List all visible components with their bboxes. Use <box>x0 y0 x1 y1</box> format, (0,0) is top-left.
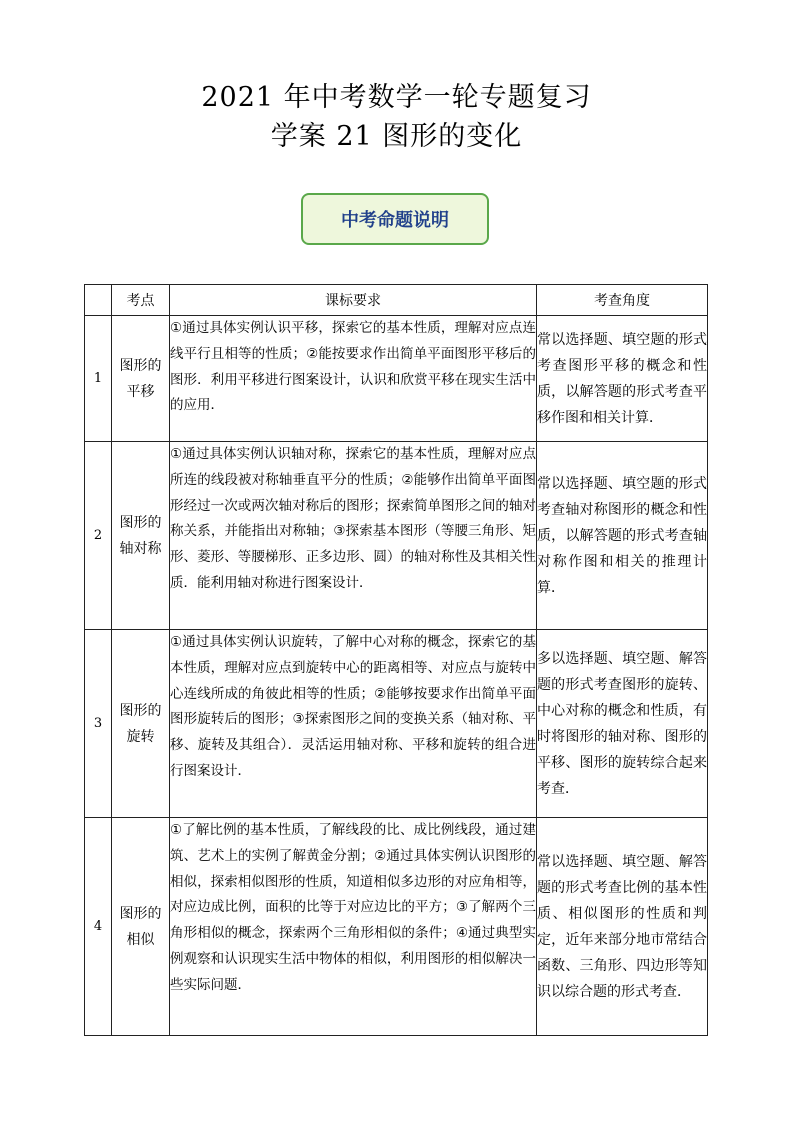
row-requirement: ①通过具体实例认识旋转，了解中心对称的概念，探索它的基本性质，理解对应点到旋转中心的距离相等、对应点与旋转中心连线所成的角彼此相等的性质；②能够按要求作出简单平面图形旋转后的图形；③探索图形之间的变换关系（轴对称、平移、旋转及其组合）．灵活运用轴对称、平移和旋转的组合进行图案设计． <box>170 630 537 818</box>
section-badge: 中考命题说明 <box>301 193 489 245</box>
row-topic <box>112 818 170 1036</box>
row-angle: 多以选择题、填空题、解答题的形式考查图形的旋转、中心对称的概念和性质，有时将图形的轴对称、图形的平移、图形的旋转综合起来考查． <box>537 630 708 818</box>
table-row <box>85 442 708 630</box>
row-topic <box>112 442 170 630</box>
exam-table <box>84 284 708 1036</box>
row-topic <box>112 630 170 818</box>
row-requirement: ①通过具体实例认识轴对称，探索它的基本性质，理解对应点所连的线段被对称轴垂直平分的性质；②能够作出简单平面图形经过一次或两次轴对称后的图形；探索简单图形之间的轴对称关系，并能指出对称轴；③探索基本图形（等腰三角形、矩形、菱形、等腰梯形、正多边形、圆）的轴对称性及其相关性质．能利用轴对称进行图案设计． <box>170 442 537 630</box>
row-requirement: ①了解比例的基本性质，了解线段的比、成比例线段，通过建筑、艺术上的实例了解黄金分割；②通过具体实例认识图形的相似，探索相似图形的性质，知道相似多边形的对应角相等，对应边成比例，面积的比等于对应边比的平方；③了解两个三角形相似的概念，探索两个三角形相似的条件；④通过典型实例观察和认识现实生活中物体的相似，利用图形的相似解决一些实际问题． <box>170 818 537 1036</box>
topic-line-1: 图形的 <box>119 702 162 719</box>
row-number: 3 <box>85 630 112 818</box>
header-requirement: 课标要求 <box>170 285 537 316</box>
row-angle: 常以选择题、填空题的形式考查轴对称图形的概念和性质，以解答题的形式考查轴对称作图和相关的推理计算． <box>537 442 708 630</box>
row-requirement: ①通过具体实例认识平移，探索它的基本性质，理解对应点连线平行且相等的性质；②能按要求作出简单平面图形平移后的图形．利用平移进行图案设计，认识和欣赏平移在现实生活中的应用． <box>170 316 537 442</box>
topic-line-2: 相似 <box>126 931 155 948</box>
header-topic: 考点 <box>112 285 170 316</box>
topic-line-1: 图形的 <box>119 514 162 531</box>
row-topic <box>112 316 170 442</box>
header-angle: 考查角度 <box>537 285 708 316</box>
row-number: 2 <box>85 442 112 630</box>
table-row <box>85 316 708 442</box>
topic-line-2: 轴对称 <box>119 540 162 557</box>
title-line-1: 2021 年中考数学一轮专题复习 <box>201 82 592 113</box>
topic-line-1: 图形的 <box>119 357 162 374</box>
row-number: 1 <box>85 316 112 442</box>
topic-line-2: 旋转 <box>126 728 155 745</box>
table-row <box>85 630 708 818</box>
row-number: 4 <box>85 818 112 1036</box>
row-angle: 常以选择题、填空题、解答题的形式考查比例的基本性质、相似图形的性质和判定，近年来部分地市常结合函数、三角形、四边形等知识以综合题的形式考查． <box>537 818 708 1036</box>
header-index <box>85 285 112 316</box>
table-row <box>85 818 708 1036</box>
row-angle: 常以选择题、填空题的形式考查图形平移的概念和性质，以解答题的形式考查平移作图和相关计算． <box>537 316 708 442</box>
topic-line-1: 图形的 <box>119 905 162 922</box>
table-header-row <box>85 285 708 316</box>
topic-line-2: 平移 <box>126 383 155 400</box>
title-line-2: 学案 21 图形的变化 <box>270 121 523 152</box>
